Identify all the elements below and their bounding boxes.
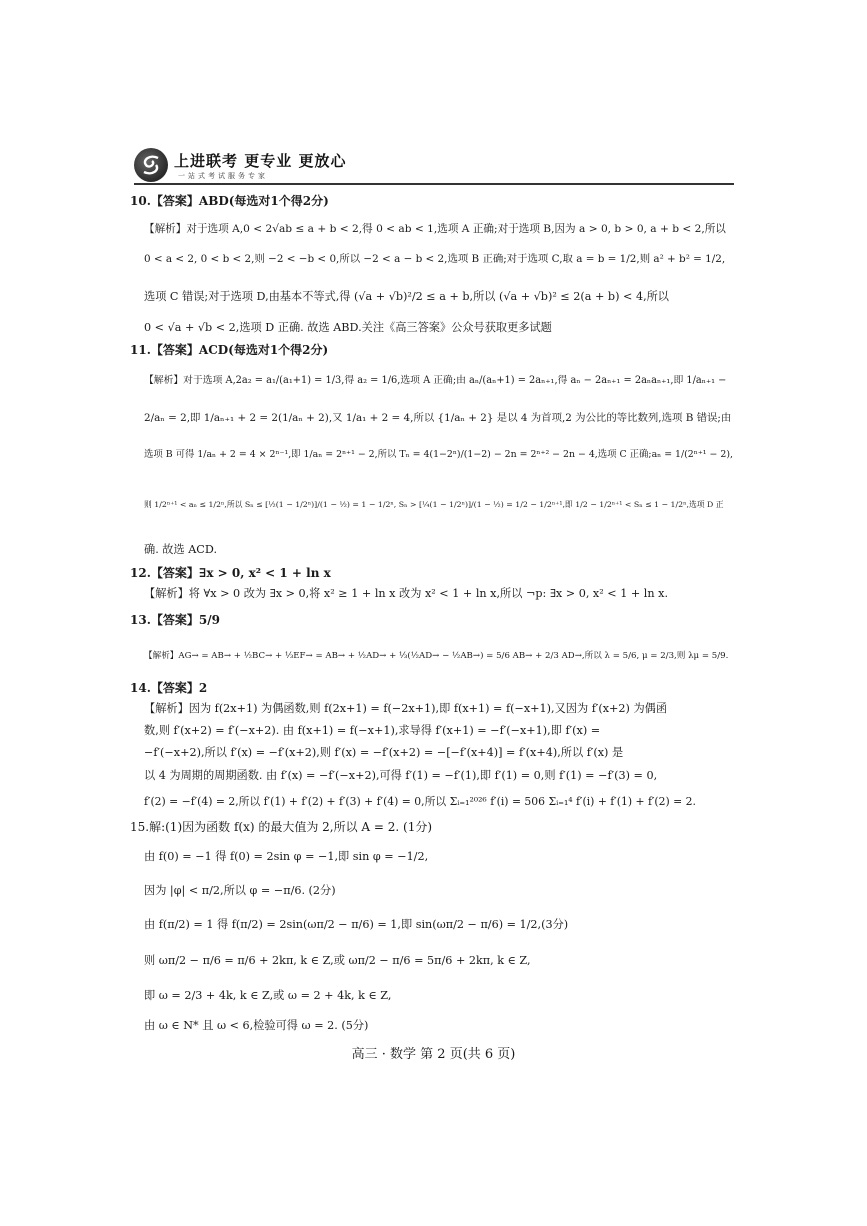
q10-line-1: 【解析】对于选项 A,0 < 2√ab ≤ a + b < 2,得 0 < ab < 1,选项 A 正确;对于选项 B,因为 a > 0, b > 0, a + b < 2,所以 [144,223,726,235]
q15-line-5: 则 ωπ/2 − π/6 = π/6 + 2kπ, k ∈ Z,或 ωπ/2 − π/6 = 5π/6 + 2kπ, k ∈ Z, [144,954,531,967]
brand-logo-icon [134,148,168,182]
q11-line-1: 【解析】对于选项 A,2a₂ = a₁/(a₁+1) = 1/3,得 a₂ = 1/6,选项 A 正确;由 aₙ/(aₙ+1) = 2aₙ₊₁,得 aₙ − 2aₙ₊₁ = 2aₙaₙ₊₁,即 1/aₙ₊₁ − [144,375,727,386]
q10-line-3: 选项 C 错误;对于选项 D,由基本不等式,得 (√a + √b)²/2 ≤ a + b,所以 (√a + √b)² ≤ 2(a + b) < 4,所以 [144,290,669,303]
q14-line-4: 以 4 为周期的周期函数. 由 f′(x) = −f′(−x+2),可得 f′(1) = −f′(1),即 f′(1) = 0,则 f′(1) = −f′(3) = 0, [144,769,658,782]
q15-line-6: 即 ω = 2/3 + 4k, k ∈ Z,或 ω = 2 + 4k, k ∈ Z, [144,989,392,1002]
q15-line-1: 15.解:(1)因为函数 f(x) 的最大值为 2,所以 A = 2. (1分) [130,820,433,834]
q12-line-1: 【解析】将 ∀x > 0 改为 ∃x > 0,将 x² ≥ 1 + ln x 改为 x² < 1 + ln x,所以 ¬p: ∃x > 0, x² < 1 + ln x. [144,587,669,600]
q12-answer: 12.【答案】∃x > 0, x² < 1 + ln x [130,566,331,580]
q11-line-2: 2/aₙ = 2,即 1/aₙ₊₁ + 2 = 2(1/aₙ + 2),又 1/a₁ + 2 = 4,所以 {1/aₙ + 2} 是以 4 为首项,2 为公比的等比数列,选项 B 错误;由 [144,412,732,424]
q13-answer: 13.【答案】5/9 [130,613,220,627]
q14-line-2: 数,则 f′(x+2) = f′(−x+2). 由 f(x+1) = f(−x+1),求导得 f′(x+1) = −f′(−x+1),即 f′(x) = [144,724,601,737]
q11-line-4: 则 1/2ⁿ⁺¹ < aₙ ≤ 1/2ⁿ,所以 Sₙ ≤ [½(1 − 1/2ⁿ)]/(1 − ½) = 1 − 1/2ⁿ, Sₙ > [¼(1 − 1/2ⁿ)]/(1 − ½) = 1/2 − 1/2ⁿ⁺¹,即 1/2 − 1/2ⁿ⁺¹ < Sₙ ≤ 1 − 1/2ⁿ,选项 D 正 [144,500,724,509]
q14-line-3: −f′(−x+2),所以 f′(x) = −f′(x+2),则 f′(x) = −f′(x+2) = −[−f′(x+4)] = f′(x+4),所以 f′(x) 是 [144,746,624,759]
q14-line-5: f′(2) = −f′(4) = 2,所以 f′(1) + f′(2) + f′(3) + f′(4) = 0,所以 Σᵢ₌₁²⁰²⁶ f′(i) = 506 Σᵢ₌₁⁴ f′(i) + f′(1) + f′(2) = 2. [144,795,696,808]
q11-line-5: 确. 故选 ACD. [144,543,217,556]
q10-answer: 10.【答案】ABD(每选对1个得2分) [130,194,329,208]
q14-answer: 14.【答案】2 [130,681,208,695]
q15-line-2: 由 f(0) = −1 得 f(0) = 2sin φ = −1,即 sin φ = −1/2, [144,850,429,863]
q10-line-2: 0 < a < 2, 0 < b < 2,则 −2 < −b < 0,所以 −2 < a − b < 2,选项 B 正确;对于选项 C,取 a = b = 1/2,则 a² + b² = 1/2, [144,253,726,265]
page-footer: 高三 · 数学 第 2 页(共 6 页) [351,1047,516,1062]
brand-tagline: 一站式考试服务专家 [178,172,268,180]
q11-answer: 11.【答案】ACD(每选对1个得2分) [130,343,329,357]
q15-line-7: 由 ω ∈ N* 且 ω < 6,检验可得 ω = 2. (5分) [144,1019,369,1032]
q15-line-4: 由 f(π/2) = 1 得 f(π/2) = 2sin(ωπ/2 − π/6) = 1,即 sin(ωπ/2 − π/6) = 1/2,(3分) [144,918,569,931]
q10-line-4: 0 < √a + √b < 2,选项 D 正确. 故选 ABD.关注《高三答案》公众号获取更多试题 [144,321,552,334]
q14-line-1: 【解析】因为 f(2x+1) 为偶函数,则 f(2x+1) = f(−2x+1),即 f(x+1) = f(−x+1),又因为 f′(x+2) 为偶函 [144,702,668,715]
q15-line-3: 因为 |φ| < π/2,所以 φ = −π/6. (2分) [144,884,336,897]
swirl-icon [138,152,164,178]
q13-line-1: 【解析】AG→ = AB→ + ½BC→ + ⅓EF→ = AB→ + ½AD→ + ⅓(½AD→ − ½AB→) = 5/6 AB→ + 2/3 AD→,所以 λ = 5/6, μ = 2/3,则 λμ = 5/9. [144,651,729,661]
page-header [134,148,734,188]
header-divider [134,183,734,185]
q11-line-3: 选项 B 可得 1/aₙ + 2 = 4 × 2ⁿ⁻¹,即 1/aₙ = 2ⁿ⁺¹ − 2,所以 Tₙ = 4(1−2ⁿ)/(1−2) − 2n = 2ⁿ⁺² − 2n − 4,选项 C 正确;aₙ = 1/(2ⁿ⁺¹ − 2), [144,449,733,460]
brand-slogan: 上进联考 更专业 更放心 [174,152,347,170]
